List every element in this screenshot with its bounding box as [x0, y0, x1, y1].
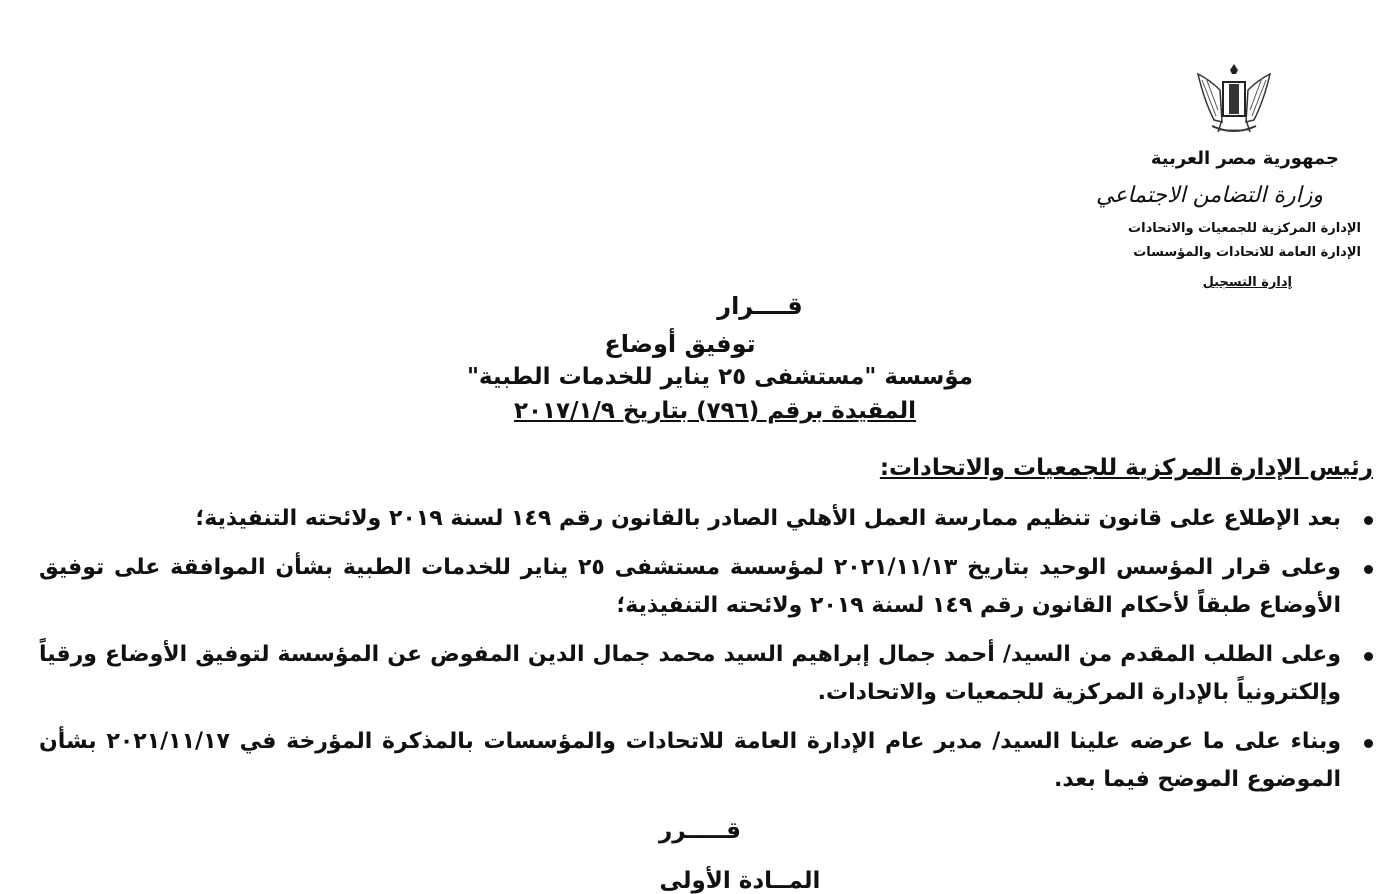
general-department: الإدارة العامة للاتحادات والمؤسسات [1133, 245, 1361, 260]
list-item [39, 549, 1379, 625]
country-name: جمهورية مصر العربية [1150, 148, 1339, 169]
registration-department: إدارة التسجيل [1202, 275, 1292, 290]
list-item-text: وعلى قرار المؤسس الوحيد بتاريخ ٢٠٢١/١١/١٣ لمؤسسة مستشفى ٢٥ يناير للخدمات الطبية بشأن الموافقة على توفيق الأوضاع طبقاً لأحكام القانون رقم ١٤٩ لسنة ٢٠١٩ ولائحته التنفيذية؛ [39, 555, 1341, 618]
bullet-icon [1364, 565, 1373, 574]
list-item [39, 636, 1379, 712]
list-item-text: بعد الإطلاع على قانون تنظيم ممارسة العمل الأهلي الصادر بالقانون رقم ١٤٩ لسنة ٢٠١٩ ولائحته التنفيذية؛ [195, 506, 1341, 531]
list-item [39, 723, 1379, 799]
list-item-text: وبناء على ما عرضه علينا السيد/ مدير عام الإدارة العامة للاتحادات والمؤسسات بالمذكرة المؤرخة في ٢٠٢١/١١/١٧ بشأن الموضوع الموضح فيما بعد. [39, 729, 1341, 792]
bullet-icon [1364, 739, 1373, 748]
decision-subject: توفيق أوضاع [604, 330, 756, 358]
decision-title: قــــرار [717, 292, 803, 320]
addressee-line: رئيس الإدارة المركزية للجمعيات والاتحادات: [879, 455, 1373, 481]
list-item [39, 500, 1379, 538]
list-item-text: وعلى الطلب المقدم من السيد/ أحمد جمال إبراهيم السيد محمد جمال الدين المفوض عن المؤسسة لتوفيق الأوضاع ورقياً وإلكترونياً بالإدارة المركزية للجمعيات والاتحادات. [39, 642, 1341, 705]
registration-info: المقيدة برقم (٧٩٦) بتاريخ ٢٠١٧/١/٩ [513, 398, 917, 424]
ministry-name: وزارة التضامن الاجتماعي [1095, 183, 1323, 208]
preamble-list [39, 500, 1379, 810]
eagle-emblem-icon [1196, 60, 1272, 140]
bullet-icon [1364, 652, 1373, 661]
entity-name: مؤسسة "مستشفى ٢٥ يناير للخدمات الطبية" [466, 364, 974, 390]
article-one-heading: المــادة الأولى [659, 868, 821, 894]
central-department: الإدارة المركزية للجمعيات والاتحادات [1128, 221, 1361, 236]
bullet-icon [1364, 516, 1373, 525]
decides-heading: قـــــرر [659, 818, 741, 844]
